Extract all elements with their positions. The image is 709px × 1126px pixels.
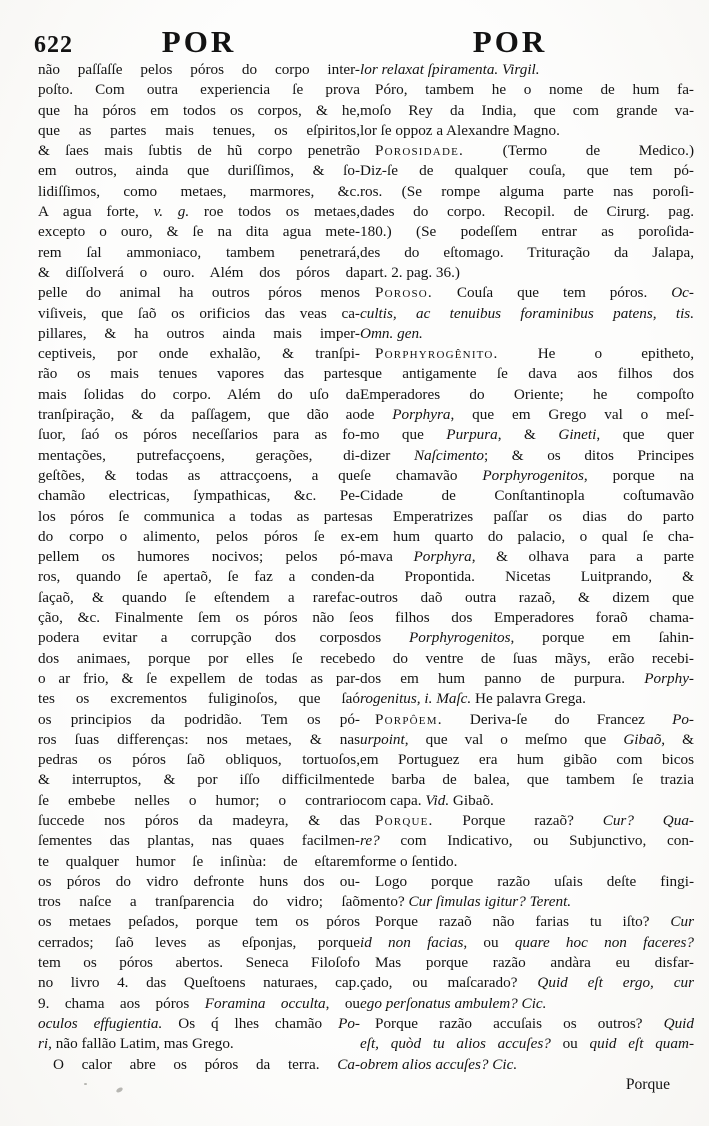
text-segment: oculos effugientia. [38,1014,163,1032]
text-line [360,263,694,283]
text-line [360,973,694,993]
text-segment: ros, quando ſe apertaõ, ſe faz a conden- [38,568,360,586]
text-segment: cultis, ac tenuibus foraminibus patens, tis. [360,304,694,322]
text-line [38,689,360,709]
text-line [360,1014,694,1034]
text-line [38,425,360,445]
text-segment: ſaçaõ, & quando ſe eſtendem a rarefac- [38,588,360,606]
text-line [360,80,694,100]
text-segment: los póros ſe communica a todas as partes [38,507,360,525]
text-segment: Porphy- [644,669,694,687]
text-segment: ção, &c. Finalmente ſem os póros não ſe [38,609,360,627]
text-segment: Porphyra [392,406,451,424]
text-segment: que antigamente ſe dava aos filhos dos [360,365,694,383]
text-segment: ſe embebe nelles o humor; o contrario [38,791,360,809]
text-segment: v. g. [153,203,190,221]
text-line [360,811,694,831]
text-line [360,304,694,324]
text-segment: Cidade de Conſtantinopla coſtumavão [360,487,694,505]
text-line [360,791,694,811]
text-line [360,425,694,445]
text-line [360,101,694,121]
text-segment: Cur? Qua- [602,811,694,829]
text-segment: Diz-ſe de qualquer couſa, que tem pó- [360,162,694,180]
text-line [38,892,360,912]
text-line [360,994,694,1014]
text-line [360,60,694,80]
running-head-right: POR [472,24,548,59]
running-head-left: POR [161,24,237,59]
text-segment: , porque em ſahin- [510,629,694,647]
text-line [38,588,360,608]
text-segment: Logo porque razão uſais deſte fingi- [375,872,694,890]
text-line [360,588,694,608]
text-segment: He o epitheto, [498,345,694,363]
text-segment: dos em hum panno de purpura. [360,669,645,687]
text-line [360,405,694,425]
text-line [38,60,360,80]
text-line [360,608,694,628]
text-line [38,80,360,100]
text-segment: , que val o meſmo que [404,730,624,748]
text-line [38,669,360,689]
text-segment: Cur ſimulas igitur? Terent. [408,893,572,911]
text-segment: des do eſtomago. Trituração da Jalapa, [360,243,694,261]
entry-headword: Porphyrogênito. [375,345,499,363]
text-segment: ſuor, ſaó os póros neceſſarios para as fo- [38,426,360,444]
text-segment: , & olhava para a parte [471,548,694,566]
text-segment: em Portuguez era hum gibão com bicos [360,751,694,769]
text-segment: mo que [360,426,447,444]
text-segment: , que em Grego val o meſ- [450,406,694,424]
text-segment: Porque razão accuſais os outros? [375,1014,664,1032]
text-segment: A agua forte, [38,203,154,221]
text-segment: chamão electricas, ſympathicas, &c. Pe- [38,487,360,505]
text-segment: os metaes peſados, porque tem os póros [38,913,360,931]
text-segment: os principios da podridão. Tem os pó- [38,710,360,728]
text-segment: part. 2. pag. 36.) [360,263,460,281]
page-number: 622 [34,32,73,58]
text-line [360,243,694,263]
text-segment: , & [661,730,694,748]
text-line [38,182,360,202]
text-segment: mava [360,548,414,566]
text-line [360,669,694,689]
text-segment: viſiveis, que ſaõ os orificios das veas ca- [38,304,360,322]
text-segment: , porque na [583,466,694,484]
text-segment: cerrados; ſaõ leves as eſponjas, porque [38,933,360,951]
text-segment: Oc- [671,284,694,302]
text-segment: , que quer [596,426,694,444]
text-segment: re? [360,832,380,850]
text-line [38,973,360,993]
text-segment: Porphyrogenitos [408,629,511,647]
text-segment: de barba de balea, que tambem ſe trazia [360,771,694,789]
text-line [360,446,694,466]
text-segment: em hum quarto do palacio, o qual ſe cha- [360,527,694,545]
text-line [38,202,360,222]
text-line [38,222,360,242]
text-segment: o ar frio, & ſe expellem de todas as par- [38,669,360,687]
text-segment: no livro 4. das Queſtoens naturaes, cap. [38,974,360,992]
text-segment: Vid. [425,791,450,809]
text-segment: do do ventre de ſuas mãys, erão recebi- [360,649,694,667]
text-segment: forme o ſentido. [360,852,458,870]
text-segment: , ou [463,933,515,951]
text-segment: rão os mais tenues vapores das partes [38,365,360,383]
text-segment: mentações, putrefacçoens, gerações, di- [38,446,360,464]
text-segment: em outros, ainda que duriſſimos, & ſo- [38,162,360,180]
text-line [360,182,694,202]
text-segment: do corpo o alimento, pelos póros ſe ex- [38,527,360,545]
text-segment: ego perſonatus ambulem? Cic. [360,994,547,1012]
text-line [38,567,360,587]
text-segment: outros daõ outra razaõ, & dizem que [360,588,694,606]
text-line [360,730,694,750]
text-segment: urpoint [360,730,405,748]
text-segment: dades do corpo. Recopil. de Cirurg. pag. [360,203,694,221]
text-segment: com capa. [360,791,426,809]
text-line [360,344,694,364]
text-line [38,608,360,628]
text-segment: quare hoc non faceres? [514,933,695,951]
text-segment: tem os póros abertos. Seneca Filoſofo [38,954,360,972]
text-line [360,466,694,486]
text-segment: excepto o ouro, & ſe na dita agua mete- [38,223,360,241]
text-line [360,141,694,161]
text-segment: , ou [325,994,361,1012]
text-line [38,283,360,303]
text-segment: tranſpiração, & da paſſagem, que dão ao [38,406,360,424]
text-segment: dos [360,629,409,647]
text-segment: Po- [338,1014,360,1032]
text-segment: Gineti [558,426,597,444]
text-segment: da Propontida. Nicetas Luitprando, & [360,568,694,586]
text-line [360,567,694,587]
text-segment: Porque razaõ não farias tu iſto? [375,913,671,931]
text-segment: que ha póros em todos os corpos, & he, [38,101,360,119]
text-line [38,324,360,344]
entry-headword: Porpôem. [375,710,443,728]
text-segment: roe todos os metaes, [189,203,360,221]
text-line [38,1055,360,1075]
text-segment: pellem os humores nocivos; pelos pó- [38,548,360,566]
text-line [360,628,694,648]
text-segment: dizer [360,446,414,464]
text-segment: He palavra Grega. [471,690,586,708]
text-line [360,202,694,222]
text-segment: tes os excrementos fuliginoſos, que ſaó [38,690,360,708]
text-line [360,385,694,405]
ink-speck [115,1087,123,1094]
text-line [360,161,694,181]
text-line [38,405,360,425]
text-line [360,1034,694,1054]
text-segment: Emperadores do Oriente; he compoſto [360,385,694,403]
text-segment: rogenitus, i. Maſc. [360,690,472,708]
text-segment: Quid [663,1014,694,1032]
text-line [360,1055,694,1075]
text-line [38,344,360,364]
text-segment: ſementes das plantas, nas quaes facilmen- [38,832,360,850]
text-line [38,831,360,851]
text-segment: ri [38,1035,49,1053]
text-segment: id non facias [360,933,464,951]
text-line [38,1034,360,1054]
text-segment: Omn. gen. [360,324,423,342]
text-line [360,689,694,709]
text-line [38,933,360,953]
text-line [38,872,360,892]
text-segment: lor ſe oppoz a Alexandre Magno. [360,121,560,139]
text-line [38,628,360,648]
text-segment: Ca- [337,1055,360,1073]
text-segment: Porphyra [413,548,472,566]
text-line [360,892,694,912]
text-line [360,872,694,892]
text-line [360,527,694,547]
text-segment: tros naſce a tranſparencia do vidro; ſaõ [38,893,360,911]
text-segment: Naſcimento [413,446,484,464]
text-line [38,486,360,506]
text-segment: dos animaes, porque por elles ſe recebe [38,649,360,667]
entry-headword: Porosidade. [375,142,464,160]
catchword: Porque [625,1076,670,1093]
text-segment: Couſa que tem póros. [432,284,672,302]
text-line [38,507,360,527]
text-line [360,486,694,506]
text-line [360,852,694,872]
text-line [38,527,360,547]
text-segment: quid eſt quam- [589,1035,694,1053]
text-segment: com Indicativo, ou Subjunctivo, con- [379,832,694,850]
text-segment: Quid eſt ergo, cur [537,974,695,992]
text-segment: Porque razaõ? [433,811,603,829]
text-line [38,263,360,283]
text-line [38,364,360,384]
text-segment: podera evitar a corrupção dos corpos [38,629,360,647]
text-line [38,161,360,181]
text-segment: Gibaõ [623,730,662,748]
text-segment: ros. (Se rompe alguma parte nas poroſi- [360,182,694,200]
text-segment: ou [550,1035,590,1053]
text-line [38,994,360,1014]
text-line [38,770,360,790]
text-line [360,710,694,730]
text-line [38,304,360,324]
text-line [38,446,360,466]
entry-headword: Poroso. [375,284,433,302]
text-line [38,547,360,567]
text-line [360,912,694,932]
text-line [38,750,360,770]
text-segment: Deriva-ſe do Francez [442,710,673,728]
text-segment: Mas porque razão andàra eu disfar- [375,954,694,972]
text-segment: lidiſſimos, como metaes, marmores, &c. [38,182,360,200]
text-line [38,852,360,872]
text-segment: & ſaes mais ſubtis de hũ corpo penetrão [38,142,360,160]
text-segment: Os q́ lhes chamão [162,1014,339,1032]
text-segment: pelle do animal ha outros póros menos [38,284,360,302]
text-segment: & diſſolverá o ouro. Além dos póros da [38,263,360,281]
text-line [360,933,694,953]
text-segment: Foramina occulta [204,994,326,1012]
text-segment: O calor abre os póros da terra. [53,1055,338,1073]
text-segment: não paſſaſſe pelos póros do corpo inter- [38,61,360,78]
text-segment: ; & os ditos Principes [483,446,694,464]
text-segment: mais ſolidas do corpo. Além do uſo da [38,385,360,403]
text-segment: ſuccede nos póros da madeyra, & das [38,811,360,829]
text-segment: ceptiveis, por onde exhalão, & tranſpi- [38,345,360,363]
text-segment: (Termo de Medico.) [464,142,694,160]
text-line [38,649,360,669]
ink-speck [84,1083,87,1085]
text-line [360,831,694,851]
text-segment: os póros do vidro defronte huns dos ou- [38,872,360,890]
text-segment: & interruptos, & por iſſo difficilmente [38,771,360,789]
text-segment: ros ſuas differenças: nos metaes, & nas [38,730,360,748]
text-segment: obrem alios accuſes? Cic. [360,1055,518,1073]
text-segment: as Emperatrizes paſſar os dias do parto [360,507,694,525]
text-segment: Cur [670,913,694,931]
text-segment: mento? [360,893,409,911]
text-segment: Purpura [446,426,498,444]
text-line [360,324,694,344]
text-segment: que as partes mais tenues, os eſpiritos, [38,121,360,139]
text-segment: 180.) (Se podeſſem entrar as poroſida- [360,223,694,241]
entry-headword: Porque. [375,811,434,829]
text-line [38,710,360,730]
text-line [38,1014,360,1034]
text-segment: Porphyrogenitos [482,466,584,484]
text-segment: çado, ou maſcarado? [360,974,538,992]
text-line [360,364,694,384]
text-segment: pedras os póros ſaõ obliquos, tortuoſos, [38,751,360,769]
text-segment: Gibaõ. [449,791,494,809]
text-segment: eſt, quòd tu alios accuſes? [360,1035,551,1053]
text-segment: Po- [672,710,694,728]
text-segment: ſe chamavão [360,466,483,484]
text-line [360,953,694,973]
text-line [360,750,694,770]
text-segment: de [360,406,393,424]
text-line [360,222,694,242]
text-column-left [38,60,360,1075]
text-segment: pillares, & ha outros ainda mais imper- [38,324,360,342]
text-line [38,791,360,811]
text-segment: geſtões, & todas as attracçoens, a que [38,466,360,484]
text-line [360,649,694,669]
text-segment: te qualquer humor ſe inſinùa: de eſtarem [38,852,360,870]
text-line [360,283,694,303]
text-line [360,770,694,790]
text-line [38,101,360,121]
text-line [38,121,360,141]
text-line [360,547,694,567]
text-segment: lor relaxat ſpiramenta. Virgil. [360,61,540,78]
text-line [360,121,694,141]
text-line [38,912,360,932]
text-line [38,953,360,973]
text-segment: Póro, tambem he o nome de hum fa- [375,81,694,99]
text-column-right [360,60,694,1075]
text-segment: , & [497,426,559,444]
text-segment: moſo Rey da India, que com grande va- [360,101,694,119]
text-segment: 9. chama aos póros [38,994,205,1012]
text-line [38,730,360,750]
text-segment: os filhos dos Emperadores foraõ chama- [360,609,694,627]
text-line [38,811,360,831]
text-segment: poſto. Com outra experiencia ſe prova [38,81,360,99]
text-segment: rem ſal ammoniaco, tambem penetrará, [38,243,360,261]
text-line [38,243,360,263]
text-line [360,507,694,527]
text-line [38,466,360,486]
text-segment: , não fallão Latim, mas Grego. [48,1035,234,1053]
text-line [38,385,360,405]
text-line [38,141,360,161]
